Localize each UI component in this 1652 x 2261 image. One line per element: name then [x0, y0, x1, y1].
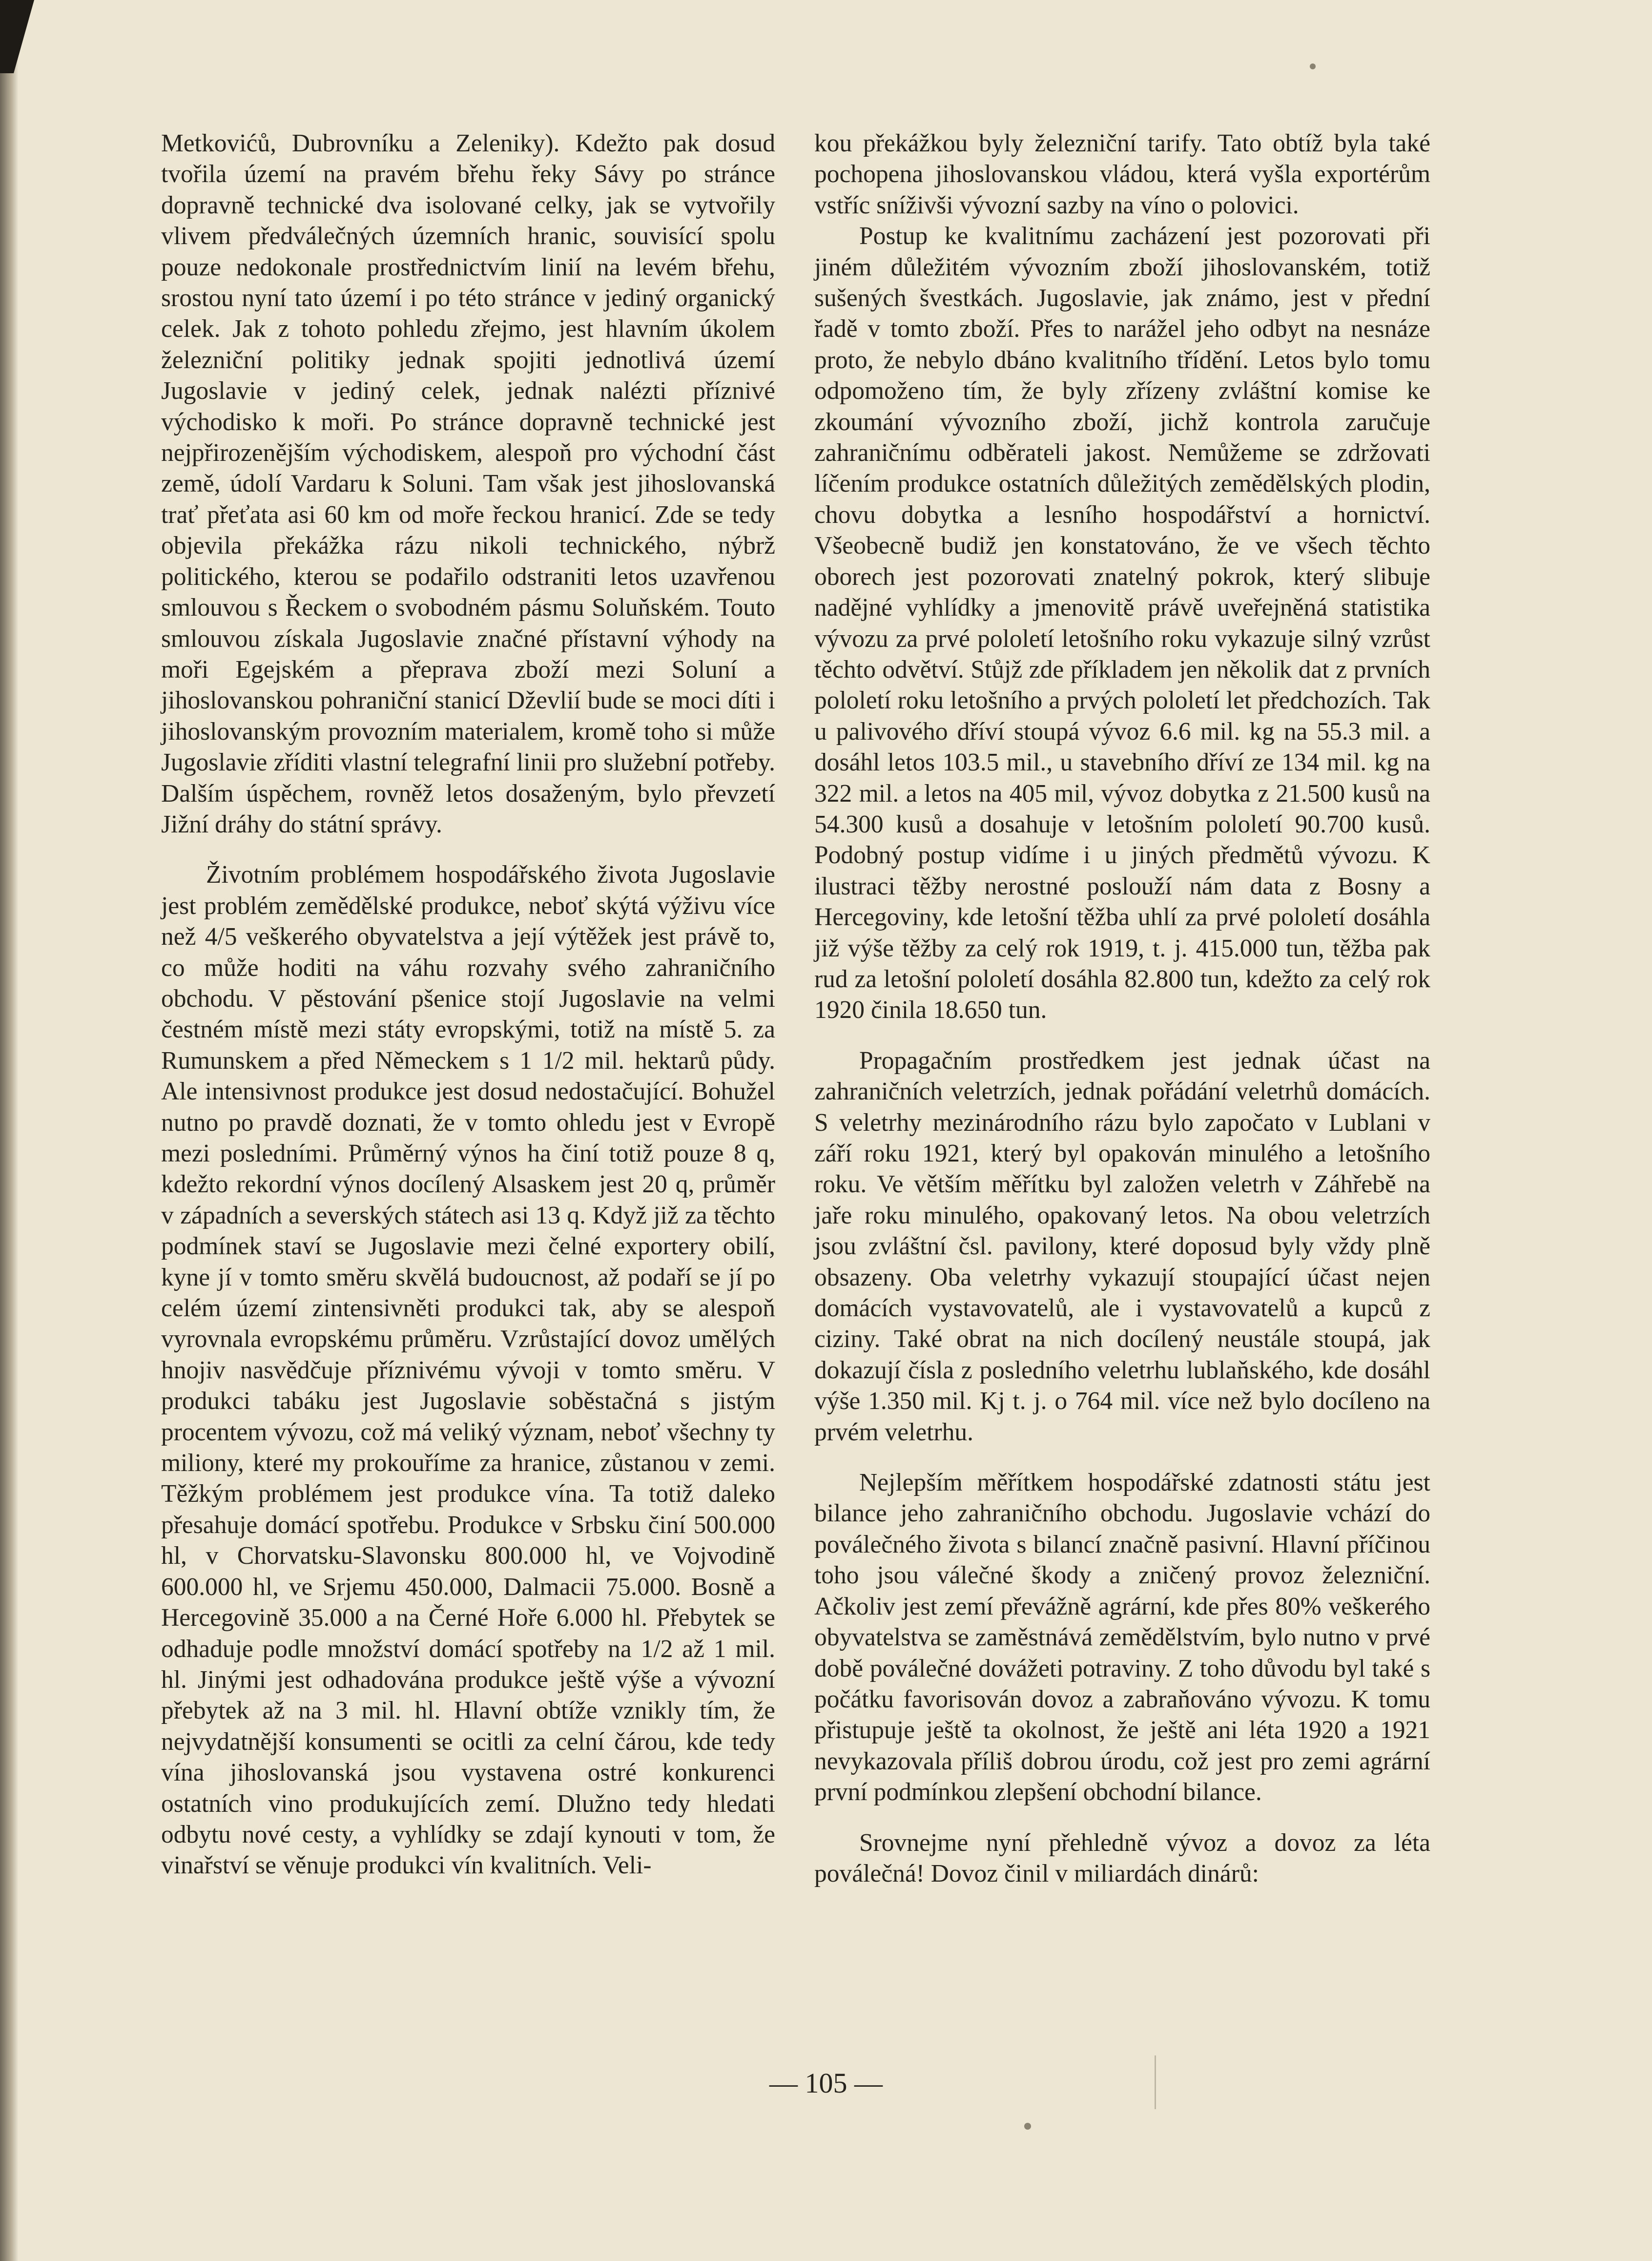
paragraph-trade-balance: Nejlepším měřítkem hospodářské zdatnosti státu jest bilance jeho zahraničního obchodu. Jugoslavie vchází do poválečného života s bilancí značně pasivní. Hlavní příčinou toho jsou válečné škody a zničený provoz železniční. Ačkoliv jest zemí převážně agrární, kde přes 80% veškerého obyvatelstva se zaměstnává zemědělstvím, bylo nutno v prvé době poválečné dovážeti potraviny. Z toho důvodu byl také s počátku favorisován dovoz a zabraňováno vývozu. K tomu přistupuje ještě ta okolnost, že ještě ani léta 1920 a 1921 nevykazovala příliš dobrou úrodu, což jest pro zemi agrární první podmínkou zlepšení obchodní bilance. [814, 1469, 1430, 1806]
page-edge-shadow [0, 0, 19, 2261]
paragraph-import-comparison: Srovnejme nyní přehledně vývoz a dovoz za léta poválečná! Dovoz činil v miliardách dinárů: [814, 1828, 1430, 1888]
paragraph-railways: Metkovićů, Dubrovníku a Zeleniky). Kdežto pak dosud tvořila území na pravém břehu řeky Sávy po stránce dopravně technické dva isolované celky, jak se vytvořily vlivem předválečných územních hranic, souvisící spolu pouze nedokonale prostřednictvím linií na levém břehu, srostou nyní tato území i po této stránce v jediný organický celek. Jak z tohoto pohledu zřejmo, jest hlavním úkolem železniční politiky jednak spojiti jednotlivá území Jugoslavie v jediný celek, jednak nalézti příznivé východisko k moři. Po stránce dopravně technické jest nejpřirozenějším východiskem, alespoň pro východní část země, údolí Vardaru k Soluni. Tam však jest jihoslovanská trať přeťata asi 60 km od moře řeckou hranicí. Zde se tedy objevila překážka rázu nikoli technického, nýbrž politického, kterou se podařilo odstraniti letos uzavřenou smlouvou s Řeckem o svobodném pásmu Soluňském. Touto smlouvou získala Jugoslavie značné přístavní výhody na moři Egejském a přeprava zboží mezi Soluní a jihoslovanskou pohraniční stanicí Dževlií bude se moci díti i jihoslovanským provozním materialem, kromě toho si může Jugoslavie zříditi vlastní telegrafní linii pro služební potřeby. Dalším úspěchem, rovněž letos dosaženým, bylo převzetí Jižní dráhy do státní správy. [161, 129, 775, 838]
right-text-column [814, 128, 1430, 1889]
paper-speck [1024, 2123, 1031, 2130]
paragraph-quality-export: Postup ke kvalitnímu zacházení jest pozorovati při jiném důležitém vývozním zboží jihoslovanském, totiž sušených švestkách. Jugoslavie, jak známo, jest v přední řadě v tomto zboží. Přes to narážel jeho odbyt na nesnáze proto, že nebylo dbáno kvalitního třídění. Letos bylo tomu odpomoženo tím, že byly zřízeny zvláštní komise ke zkoumání vývozního zboží, jichž kontrola zaručuje zahraničnímu odběrateli jakost. Nemůžeme se zdržovati líčením produkce ostatních důležitých zemědělských plodin, chovu dobytka a lesního hospodářství a hornictví. Všeobecně budiž jen konstatováno, že ve všech těchto oborech jest pozorovati znatelný pokrok, který slibuje nadějné vyhlídky a jmenovitě právě uveřejněná statistika vývozu za prvé pololetí letošního roku vykazuje silný vzrůst těchto odvětví. Stůjž zde příkladem jen několik dat z prvních pololetí roku letošního a prvých pololetí let předchozích. Tak u palivového dříví stoupá vývoz 6.6 mil. kg na 55.3 mil. a dosáhl letos 103.5 mil., u stavebního dříví ze 134 mil. kg na 322 mil. a letos na 405 mil, vývoz dobytka z 21.500 kusů na 54.300 kusů a dosahuje v letošním pololetí 90.700 kusů. Podobný postup vidíme i u jiných předmětů vývozu. K ilustraci těžby nerostné poslouží nám data z Bosny a Hercegoviny, kde letošní těžba uhlí za prvé pololetí dosáhla již výše těžby za celý rok 1919, t. j. 415.000 tun, těžba pak rud za letošní pololetí dosáhla 82.800 tun, kdežto za celý rok 1920 činila 18.650 tun. [814, 222, 1430, 1024]
left-text-column [161, 128, 775, 1881]
paragraph-trade-fairs: Propagačním prostředkem jest jednak účast na zahraničních veletrzích, jednak pořádání veletrhů domácích. S veletrhy mezinárodního rázu bylo započato v Lublani v září roku 1921, který byl opakován minulého a letošního roku. Ve větším měřítku byl založen veletrh v Záhřebě na jaře roku minulého, opakovaný letos. Na obou veletrzích jsou zvláštní čsl. pavilony, které doposud byly vždy plně obsazeny. Oba veletrhy vykazují stoupající účast nejen domácích vystavovatelů, ale i vystavovatelů a kupců z ciziny. Také obrat na nich docílený neustále stoupá, jak dokazují čísla z posledního veletrhu lublaňského, kde dosáhl výše 1.350 mil. Kj t. j. o 764 mil. více než bylo docíleno na prvém veletrhu. [814, 1046, 1430, 1446]
paragraph-tariffs: kou překážkou byly železniční tarify. Tato obtíž byla také pochopena jihoslovanskou vládou, která vyšla exportérům vstříc sníživši vývozní sazby na víno o polovici. [814, 129, 1430, 219]
paper-speck [1310, 63, 1316, 69]
paragraph-agriculture: Životním problémem hospodářského života Jugoslavie jest problém zemědělské produkce, neboť skýtá výživu více než 4/5 veškerého obyvatelstva a její výtěžek jest právě to, co může hoditi na váhu rozvahy svého zahraničního obchodu. V pěstování pšenice stojí Jugoslavie na velmi čestném místě mezi státy evropskými, totiž na místě 5. za Rumunskem a před Německem s 1 1/2 mil. hektarů půdy. Ale intensivnost produkce jest dosud nedostačující. Bohužel nutno po pravdě doznati, že v tomto ohledu jest v Evropě mezi posledními. Průměrný výnos ha činí totiž pouze 8 q, kdežto rekordní výnos docílený Alsaskem jest 20 q, průměr v západních a severských státech asi 13 q. Když již za těchto podmínek staví se Jugoslavie mezi čelné exportery obilí, kyne jí v tomto směru skvělá budoucnost, až podaří se jí po celém území zintensivněti produkci tak, aby se alespoň vyrovnala evropskému průměru. Vzrůstající dovoz umělých hnojiv nasvědčuje příznivému vývoji v tomto směru. V produkci tabáku jest Jugoslavie soběstačná s jistým procentem vývozu, což má veliký význam, neboť všechny ty miliony, které my prokouříme za hranice, zůstanou v zemi. Těžkým problémem jest produkce vína. Ta totiž daleko přesahuje domácí spotřebu. Produkce v Srbsku činí 500.000 hl, v Chorvatsku-Slavonsku 800.000 hl, ve Vojvodině 600.000 hl, ve Srjemu 450.000, Dalmacii 75.000. Bosně a Hercegovině 35.000 a na Černé Hoře 6.000 hl. Přebytek se odhaduje podle množství domácí spotřeby na 1/2 až 1 mil. hl. Jinými jest odhadována produkce ještě výše a vývozní přebytek až na 3 mil. hl. Hlavní obtíže vznikly tím, že nejvydatnější konsumenti se ocitli za celní čárou, kde tedy vína jihoslovanská jsou vystavena ostré konkurenci ostatních vino produkujících zemí. Dlužno tedy hledati odbytu nové cesty, a vyhlídky se zdají kynouti v tom, že vinařství se věnuje produkci vín kvalitních. Veli- [161, 861, 775, 1880]
page-number: — 105 — [769, 2067, 883, 2099]
